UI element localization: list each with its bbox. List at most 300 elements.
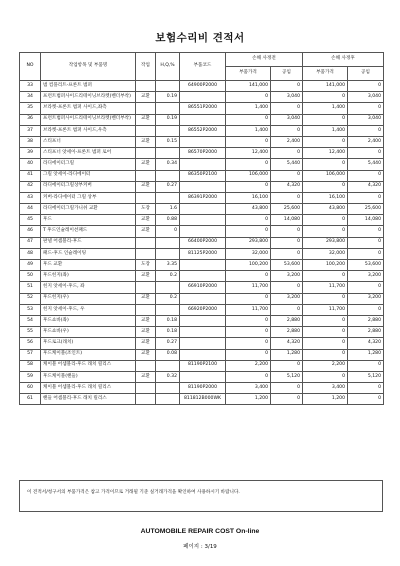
row-part-code bbox=[180, 338, 226, 349]
row-work bbox=[136, 125, 156, 136]
header-hqty: H,Q,% bbox=[156, 53, 180, 81]
row-no: 50 bbox=[20, 271, 41, 282]
row-item: 후드쇼바(우) bbox=[41, 327, 136, 338]
row-after-labor: 0 bbox=[348, 125, 384, 136]
row-after-labor: 53,600 bbox=[348, 260, 384, 271]
row-work: 교환 bbox=[136, 92, 156, 103]
table-row bbox=[20, 304, 384, 315]
row-part-code: 66910P2000 bbox=[180, 282, 226, 293]
row-item: 케이블 어셈블리-후드 래치 릴리스 bbox=[41, 360, 136, 371]
row-after-part-price: 100,200 bbox=[303, 260, 348, 271]
table-row bbox=[20, 181, 384, 192]
header-item: 작업항목 및 부품명 bbox=[41, 53, 136, 81]
row-no: 35 bbox=[20, 103, 41, 114]
row-before-part-price: 0 bbox=[226, 159, 271, 170]
table-row bbox=[20, 204, 384, 215]
row-before-part-price: 0 bbox=[226, 293, 271, 304]
row-work: 교환 bbox=[136, 271, 156, 282]
row-work: 도장 bbox=[136, 204, 156, 215]
row-item: 프런트범퍼사이드리테이닝브라켓(벤더부착) bbox=[41, 114, 136, 125]
row-work bbox=[136, 170, 156, 181]
table-row bbox=[20, 360, 384, 371]
row-part-code: 81125P2000 bbox=[180, 248, 226, 259]
row-after-labor: 1,280 bbox=[348, 349, 384, 360]
disclaimer-note: 이 견적서/청구서의 부품가격은 참고 가격이므로 거래될 기준 실거래가격을 확인하여 사용하시기 바랍니다. bbox=[19, 480, 383, 512]
row-after-part-price: 0 bbox=[303, 215, 348, 226]
row-before-part-price: 1,400 bbox=[226, 125, 271, 136]
row-qty bbox=[156, 282, 180, 293]
row-qty: 3.35 bbox=[156, 260, 180, 271]
row-before-labor: 1,280 bbox=[271, 349, 303, 360]
row-item: 라디에이터그릴 bbox=[41, 159, 136, 170]
row-item: 케이블 어셈블리-후드 래치 릴리스 bbox=[41, 383, 136, 394]
row-before-part-price: 11,700 bbox=[226, 282, 271, 293]
row-before-part-price: 0 bbox=[226, 92, 271, 103]
row-after-labor: 0 bbox=[348, 192, 384, 203]
row-after-labor: 3,040 bbox=[348, 92, 384, 103]
row-work: 교환 bbox=[136, 338, 156, 349]
row-after-part-price: 0 bbox=[303, 159, 348, 170]
row-no: 49 bbox=[20, 260, 41, 271]
row-after-part-price: 141,000 bbox=[303, 81, 348, 92]
row-item: 라디에이터그릴상부커버 bbox=[41, 181, 136, 192]
header-before-part-price: 부품가격 bbox=[226, 67, 271, 81]
row-after-part-price: 43,800 bbox=[303, 204, 348, 215]
row-before-part-price: 106,000 bbox=[226, 170, 271, 181]
row-before-part-price: 0 bbox=[226, 136, 271, 147]
row-no: 43 bbox=[20, 192, 41, 203]
row-before-labor: 3,040 bbox=[271, 114, 303, 125]
row-no: 41 bbox=[20, 170, 41, 181]
row-item: 스티프너 bbox=[41, 136, 136, 147]
row-no: 48 bbox=[20, 248, 41, 259]
table-row bbox=[20, 383, 384, 394]
row-after-part-price: 106,000 bbox=[303, 170, 348, 181]
row-after-labor: 3,200 bbox=[348, 293, 384, 304]
row-after-labor: 0 bbox=[348, 383, 384, 394]
row-before-labor: 3,040 bbox=[271, 92, 303, 103]
row-item: 패드-후드 인슐레이팅 bbox=[41, 248, 136, 259]
row-before-part-price: 0 bbox=[226, 371, 271, 382]
footer-brand: AUTOMOBILE REPAIR COST On-line bbox=[140, 528, 260, 535]
row-before-labor: 5,440 bbox=[271, 159, 303, 170]
row-no: 54 bbox=[20, 315, 41, 326]
row-no: 46 bbox=[20, 226, 41, 237]
row-after-labor: 3,200 bbox=[348, 271, 384, 282]
row-part-code bbox=[180, 92, 226, 103]
row-after-labor: 2,880 bbox=[348, 315, 384, 326]
row-no: 44 bbox=[20, 204, 41, 215]
row-before-part-price: 0 bbox=[226, 338, 271, 349]
row-part-code bbox=[180, 315, 226, 326]
row-item: 후드힌지(우) bbox=[41, 293, 136, 304]
row-part-code bbox=[180, 293, 226, 304]
row-part-code: 811812B000WK bbox=[180, 394, 226, 405]
table-row bbox=[20, 92, 384, 103]
row-before-part-price: 12,400 bbox=[226, 148, 271, 159]
row-work: 교환 bbox=[136, 181, 156, 192]
row-before-labor: 0 bbox=[271, 192, 303, 203]
header-no: NO bbox=[20, 53, 41, 81]
row-after-labor: 4,320 bbox=[348, 181, 384, 192]
row-item: 범 컴플리트-프론트 범퍼 bbox=[41, 81, 136, 92]
row-before-part-price: 43,800 bbox=[226, 204, 271, 215]
row-work: 교환 bbox=[136, 136, 156, 147]
table-row bbox=[20, 170, 384, 181]
table-row bbox=[20, 125, 384, 136]
row-no: 57 bbox=[20, 349, 41, 360]
row-no: 52 bbox=[20, 293, 41, 304]
row-before-labor: 0 bbox=[271, 383, 303, 394]
row-after-part-price: 0 bbox=[303, 226, 348, 237]
row-after-labor: 0 bbox=[348, 304, 384, 315]
row-part-code: 86350P2100 bbox=[180, 170, 226, 181]
row-before-labor: 2,400 bbox=[271, 136, 303, 147]
estimate-table bbox=[19, 52, 384, 405]
row-item: 브라켓-프론트 범퍼 사이드,우측 bbox=[41, 125, 136, 136]
row-after-labor: 0 bbox=[348, 103, 384, 114]
row-after-labor: 0 bbox=[348, 282, 384, 293]
row-before-labor: 0 bbox=[271, 103, 303, 114]
row-before-labor: 14,080 bbox=[271, 215, 303, 226]
row-before-part-price: 0 bbox=[226, 181, 271, 192]
row-before-labor: 0 bbox=[271, 248, 303, 259]
row-part-code bbox=[180, 215, 226, 226]
row-after-part-price: 1,400 bbox=[303, 103, 348, 114]
row-part-code bbox=[180, 114, 226, 125]
row-qty: 0.27 bbox=[156, 338, 180, 349]
table-row bbox=[20, 215, 384, 226]
row-no: 55 bbox=[20, 327, 41, 338]
estimate-rows bbox=[20, 81, 384, 405]
row-no: 38 bbox=[20, 136, 41, 147]
row-no: 61 bbox=[20, 394, 41, 405]
row-no: 60 bbox=[20, 383, 41, 394]
header-before-labor: 공임 bbox=[271, 67, 303, 81]
row-after-labor: 2,400 bbox=[348, 136, 384, 147]
row-part-code bbox=[180, 271, 226, 282]
row-before-labor: 2,880 bbox=[271, 327, 303, 338]
row-work bbox=[136, 394, 156, 405]
row-after-part-price: 0 bbox=[303, 114, 348, 125]
row-item: 힌지 앗세이-후드, 좌 bbox=[41, 282, 136, 293]
row-qty: 0.15 bbox=[156, 136, 180, 147]
row-before-labor: 3,200 bbox=[271, 271, 303, 282]
row-qty: 0.2 bbox=[156, 271, 180, 282]
row-no: 56 bbox=[20, 338, 41, 349]
row-after-labor: 0 bbox=[348, 360, 384, 371]
row-before-labor: 5,120 bbox=[271, 371, 303, 382]
row-part-code: 81190P2100 bbox=[180, 360, 226, 371]
row-before-part-price: 32,000 bbox=[226, 248, 271, 259]
row-work: 교환 bbox=[136, 226, 156, 237]
row-after-part-price: 0 bbox=[303, 338, 348, 349]
row-no: 34 bbox=[20, 92, 41, 103]
row-after-part-price: 0 bbox=[303, 315, 348, 326]
row-qty bbox=[156, 170, 180, 181]
row-item: 후드케이블(조인트) bbox=[41, 349, 136, 360]
row-qty bbox=[156, 394, 180, 405]
row-after-labor: 0 bbox=[348, 237, 384, 248]
table-row bbox=[20, 136, 384, 147]
page-number: 페이지 : 3/19 bbox=[183, 544, 217, 550]
row-part-code: 66400P2000 bbox=[180, 237, 226, 248]
table-row bbox=[20, 260, 384, 271]
row-qty: 0.19 bbox=[156, 114, 180, 125]
row-part-code bbox=[180, 349, 226, 360]
row-after-part-price: 0 bbox=[303, 271, 348, 282]
row-after-labor: 25,600 bbox=[348, 204, 384, 215]
header-before: 손해 사정전 bbox=[226, 53, 303, 67]
table-row bbox=[20, 394, 384, 405]
row-after-part-price: 12,400 bbox=[303, 148, 348, 159]
row-no: 42 bbox=[20, 181, 41, 192]
row-no: 40 bbox=[20, 159, 41, 170]
row-part-code bbox=[180, 327, 226, 338]
row-before-labor: 3,200 bbox=[271, 293, 303, 304]
row-before-labor: 0 bbox=[271, 81, 303, 92]
row-before-labor: 0 bbox=[271, 170, 303, 181]
row-item: 후드 bbox=[41, 215, 136, 226]
row-qty bbox=[156, 125, 180, 136]
row-no: 45 bbox=[20, 215, 41, 226]
row-work: 교환 bbox=[136, 293, 156, 304]
table-row bbox=[20, 248, 384, 259]
row-part-code bbox=[180, 260, 226, 271]
row-item: 후드로크(래치) bbox=[41, 338, 136, 349]
row-after-labor: 5,440 bbox=[348, 159, 384, 170]
row-qty: 0.27 bbox=[156, 181, 180, 192]
row-before-part-price: 11,700 bbox=[226, 304, 271, 315]
table-row bbox=[20, 338, 384, 349]
row-before-part-price: 3,400 bbox=[226, 383, 271, 394]
row-qty: 0.18 bbox=[156, 315, 180, 326]
header-work: 작업 bbox=[136, 53, 156, 81]
row-before-labor: 4,320 bbox=[271, 338, 303, 349]
row-after-part-price: 0 bbox=[303, 92, 348, 103]
row-work bbox=[136, 248, 156, 259]
row-part-code bbox=[180, 136, 226, 147]
row-part-code: 81190P2000 bbox=[180, 383, 226, 394]
row-item: 프런트범퍼사이드리테이닝브라켓(벤더부착) bbox=[41, 92, 136, 103]
row-before-part-price: 0 bbox=[226, 349, 271, 360]
row-after-part-price: 2,200 bbox=[303, 360, 348, 371]
row-after-part-price: 32,000 bbox=[303, 248, 348, 259]
row-before-labor: 53,600 bbox=[271, 260, 303, 271]
row-item: 그릴 앗세이-라디에이터 bbox=[41, 170, 136, 181]
table-row bbox=[20, 81, 384, 92]
row-after-part-price: 293,800 bbox=[303, 237, 348, 248]
row-qty bbox=[156, 304, 180, 315]
row-before-part-price: 1,200 bbox=[226, 394, 271, 405]
row-after-part-price: 1,400 bbox=[303, 125, 348, 136]
row-item: 후드힌지(좌) bbox=[41, 271, 136, 282]
row-before-labor: 0 bbox=[271, 360, 303, 371]
row-qty: 0.19 bbox=[156, 92, 180, 103]
row-work: 교환 bbox=[136, 315, 156, 326]
row-qty bbox=[156, 192, 180, 203]
table-row bbox=[20, 282, 384, 293]
row-before-part-price: 0 bbox=[226, 114, 271, 125]
row-qty bbox=[156, 237, 180, 248]
row-before-labor: 2,880 bbox=[271, 315, 303, 326]
row-after-part-price: 1,200 bbox=[303, 394, 348, 405]
row-before-labor: 0 bbox=[271, 148, 303, 159]
row-item: 판넬 어셈블리-후드 bbox=[41, 237, 136, 248]
row-work bbox=[136, 360, 156, 371]
table-row bbox=[20, 371, 384, 382]
row-after-part-price: 3,400 bbox=[303, 383, 348, 394]
row-after-labor: 2,880 bbox=[348, 327, 384, 338]
row-after-labor: 0 bbox=[348, 148, 384, 159]
row-before-part-price: 293,800 bbox=[226, 237, 271, 248]
row-work: 도장 bbox=[136, 260, 156, 271]
row-item: T 후드인슐레이션패드 bbox=[41, 226, 136, 237]
table-row bbox=[20, 114, 384, 125]
row-qty: 0.34 bbox=[156, 159, 180, 170]
row-after-part-price: 0 bbox=[303, 181, 348, 192]
row-before-labor: 0 bbox=[271, 125, 303, 136]
row-after-labor: 0 bbox=[348, 81, 384, 92]
table-row bbox=[20, 315, 384, 326]
row-qty bbox=[156, 148, 180, 159]
row-no: 33 bbox=[20, 81, 41, 92]
page-title: 보험수리비 견적서 bbox=[155, 32, 245, 44]
row-work bbox=[136, 148, 156, 159]
row-qty bbox=[156, 81, 180, 92]
row-after-part-price: 11,700 bbox=[303, 304, 348, 315]
row-part-code: 86391P2000 bbox=[180, 192, 226, 203]
row-before-labor: 25,600 bbox=[271, 204, 303, 215]
row-before-labor: 0 bbox=[271, 282, 303, 293]
row-item: 브라켓-프론트 범퍼 사이드,좌측 bbox=[41, 103, 136, 114]
row-qty: 0.32 bbox=[156, 371, 180, 382]
table-row bbox=[20, 159, 384, 170]
row-part-code bbox=[180, 159, 226, 170]
row-after-labor: 14,080 bbox=[348, 215, 384, 226]
row-work: 교환 bbox=[136, 114, 156, 125]
row-before-part-price: 141,000 bbox=[226, 81, 271, 92]
row-after-labor: 0 bbox=[348, 248, 384, 259]
row-work bbox=[136, 103, 156, 114]
row-no: 37 bbox=[20, 125, 41, 136]
header-after: 손해 사정후 bbox=[303, 53, 384, 67]
table-row bbox=[20, 226, 384, 237]
row-before-labor: 0 bbox=[271, 226, 303, 237]
table-row bbox=[20, 293, 384, 304]
row-work: 교환 bbox=[136, 327, 156, 338]
row-part-code bbox=[180, 181, 226, 192]
row-before-labor: 0 bbox=[271, 304, 303, 315]
row-part-code: 66920P2000 bbox=[180, 304, 226, 315]
row-after-labor: 0 bbox=[348, 226, 384, 237]
row-after-labor: 4,320 bbox=[348, 338, 384, 349]
row-item: 커버-라디에이터 그릴 상부 bbox=[41, 192, 136, 203]
table-row bbox=[20, 271, 384, 282]
row-qty bbox=[156, 383, 180, 394]
row-before-labor: 4,320 bbox=[271, 181, 303, 192]
row-before-part-price: 16,100 bbox=[226, 192, 271, 203]
row-work bbox=[136, 192, 156, 203]
row-qty: 0.18 bbox=[156, 327, 180, 338]
row-before-part-price: 0 bbox=[226, 315, 271, 326]
row-no: 39 bbox=[20, 148, 41, 159]
row-no: 58 bbox=[20, 360, 41, 371]
row-after-labor: 3,040 bbox=[348, 114, 384, 125]
row-after-part-price: 0 bbox=[303, 136, 348, 147]
row-item: 후드케이블(핸들) bbox=[41, 371, 136, 382]
table-row bbox=[20, 327, 384, 338]
header-after-labor: 공임 bbox=[348, 67, 384, 81]
row-no: 53 bbox=[20, 304, 41, 315]
row-qty: 0.2 bbox=[156, 293, 180, 304]
header-code: 부품코드 bbox=[180, 53, 226, 81]
table-row bbox=[20, 148, 384, 159]
row-part-code: 86552P2000 bbox=[180, 125, 226, 136]
row-item: 후드쇼바(좌) bbox=[41, 315, 136, 326]
row-work bbox=[136, 383, 156, 394]
row-work bbox=[136, 237, 156, 248]
row-work bbox=[136, 282, 156, 293]
row-before-part-price: 2,200 bbox=[226, 360, 271, 371]
table-row bbox=[20, 103, 384, 114]
row-item: 스티프너 앗세이-프론트 범퍼 로어 bbox=[41, 148, 136, 159]
row-before-part-price: 0 bbox=[226, 271, 271, 282]
row-before-part-price: 0 bbox=[226, 215, 271, 226]
row-qty bbox=[156, 248, 180, 259]
row-item: 후드 교환 bbox=[41, 260, 136, 271]
row-work bbox=[136, 81, 156, 92]
row-no: 47 bbox=[20, 237, 41, 248]
row-item: 라디에이터그릴가니쉬 교환 bbox=[41, 204, 136, 215]
table-row bbox=[20, 237, 384, 248]
table-row bbox=[20, 192, 384, 203]
row-part-code bbox=[180, 226, 226, 237]
row-no: 36 bbox=[20, 114, 41, 125]
row-after-labor: 5,120 bbox=[348, 371, 384, 382]
row-after-part-price: 16,100 bbox=[303, 192, 348, 203]
row-part-code: 64900P2000 bbox=[180, 81, 226, 92]
row-work bbox=[136, 304, 156, 315]
row-after-part-price: 11,700 bbox=[303, 282, 348, 293]
row-after-part-price: 0 bbox=[303, 293, 348, 304]
row-before-labor: 0 bbox=[271, 237, 303, 248]
row-qty: 0.08 bbox=[156, 349, 180, 360]
row-work: 교환 bbox=[136, 159, 156, 170]
row-item: 힌지 앗세이-후드, 우 bbox=[41, 304, 136, 315]
row-after-part-price: 0 bbox=[303, 371, 348, 382]
row-after-part-price: 0 bbox=[303, 349, 348, 360]
row-after-labor: 0 bbox=[348, 394, 384, 405]
row-part-code bbox=[180, 371, 226, 382]
row-no: 51 bbox=[20, 282, 41, 293]
row-qty: 1.6 bbox=[156, 204, 180, 215]
row-qty: 0.88 bbox=[156, 215, 180, 226]
row-work: 교환 bbox=[136, 371, 156, 382]
row-before-part-price: 0 bbox=[226, 226, 271, 237]
row-qty bbox=[156, 103, 180, 114]
row-part-code: 86570P2000 bbox=[180, 148, 226, 159]
row-work: 교환 bbox=[136, 215, 156, 226]
row-before-part-price: 0 bbox=[226, 327, 271, 338]
row-before-part-price: 1,400 bbox=[226, 103, 271, 114]
row-qty bbox=[156, 360, 180, 371]
row-after-part-price: 0 bbox=[303, 327, 348, 338]
row-before-part-price: 100,200 bbox=[226, 260, 271, 271]
row-before-labor: 0 bbox=[271, 394, 303, 405]
table-row bbox=[20, 349, 384, 360]
row-no: 59 bbox=[20, 371, 41, 382]
